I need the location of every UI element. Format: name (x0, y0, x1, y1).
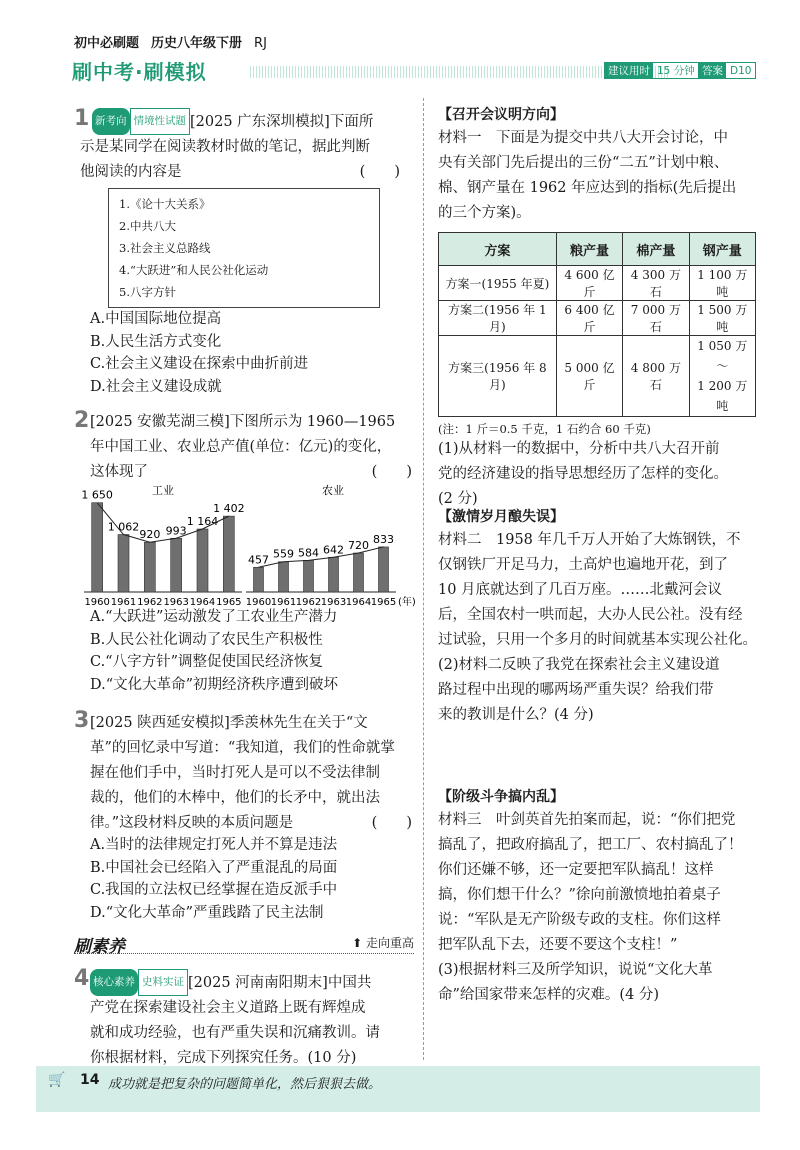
bar-value-label: 1 402 (213, 502, 245, 516)
section-title-1: 【召开会议明方向】 (438, 107, 564, 123)
option-c[interactable]: C.我国的立法权已经掌握在造反派手中 (90, 882, 338, 898)
bar-value-label: 993 (165, 524, 187, 538)
x-axis-unit: (年) (398, 597, 416, 608)
option-c[interactable]: C.“八字方针”调整促使国民经济恢复 (90, 654, 324, 670)
material-1: 材料一 下面是为提交中共八大开会讨论，中 央有关部门先后提出的三份“二五”计划中粮、 棉、钢产量在 1962 年应达到的指标(先后提出 的三个方案)。 (438, 130, 737, 221)
bar-value-label: 559 (273, 547, 294, 561)
question-2-stem: [2025 安徽芜湖三模]下图所示为 1960—1965 年中国工业、农业总产值(单位：亿元)的变化， 这体现了 ( ) (90, 414, 412, 480)
x-tick-label: 1962 (295, 597, 322, 608)
footer-band (36, 1066, 760, 1112)
bar (92, 503, 103, 592)
cart-icon: 🛒 (48, 1072, 66, 1088)
production-charts (80, 480, 416, 610)
bar (171, 538, 182, 592)
bar-value-label: 1 062 (107, 520, 140, 534)
table-row: 方案三(1956 年 8 月) 5 000 亿斤 4 800 万石 1 050 万～ 1 200 万吨 (439, 336, 756, 417)
bar-value-label: 457 (248, 553, 269, 567)
question-1-stem: 新考向 情境性试题 [2025 广东深圳模拟]下面所 示是某同学在阅读教材时做的笔记，据此判断 他阅读的内容是 ( ) (92, 108, 412, 185)
question-number-4: 4 (74, 966, 90, 991)
option-d[interactable]: D.“文化大革命”初期经济秩序遭到破坏 (90, 676, 339, 693)
x-tick-label: 1960 (245, 597, 272, 608)
bar (144, 542, 155, 592)
question-3-stem: [2025 陕西延安模拟]季羡林先生在关于“文 革”的回忆录中写道：“我知道，我们的性命就掌 握在他们手中，当时打死人是可以不受法律制 裁的，他们的木棒中，他们的长矛中，就出法 律。”这段材料反映的本质问题是 ( ) (90, 715, 412, 831)
bar (279, 562, 289, 592)
right-section-3 (438, 786, 760, 1008)
material-3: 材料三 叶剑英首先拍案而起，说：“你们把党 搞乱了，把政府搞乱了，把工厂、农村搞乱了！ 你们还嫌不够，还一定要把军队搞乱！这样 搞，你们想干什么？”徐向前激愤地拍着桌子 说：“军队是无产阶级专政的支柱。你们这样 把军队乱下去，还要不要这个支柱！” (438, 812, 743, 953)
situation-tag: 情境性试题 (130, 108, 191, 135)
header-series: 初中必刷题 历史八年级下册 RJ (74, 36, 267, 51)
option-b[interactable]: B.人民生活方式变化 (90, 333, 222, 350)
bar (118, 535, 129, 592)
x-tick-label: 1961 (110, 597, 137, 608)
x-tick-label: 1961 (270, 597, 297, 608)
suggested-time-box: 建议用时 15 分钟 (604, 62, 700, 79)
bar (223, 516, 234, 592)
bar (379, 547, 389, 592)
chart-title: 工业 (152, 484, 174, 497)
bar (329, 557, 339, 592)
question-number-3: 3 (74, 708, 90, 733)
question-2-options (90, 606, 338, 696)
option-d[interactable]: D.社会主义建设成就 (90, 378, 222, 395)
x-tick-label: 1963 (163, 597, 189, 608)
plan-table: 方案 粮产量 棉产量 钢产量 方案一(1955 年夏) 4 600 亿斤 4 300 万石 1 100 万吨 方案二(1956 年 1 月) 6 400 亿斤 7 000 万石 1 500 万吨 方案三(1956 年 8 月) 5 000 亿斤 4 800 万石 1 050 万～ 1 200 万吨 (438, 232, 756, 417)
bar-value-label: 833 (373, 532, 394, 546)
bar (304, 560, 314, 592)
x-tick-label: 1964 (189, 597, 216, 608)
question-number-2: 2 (74, 408, 90, 433)
bar-value-label: 1 650 (81, 488, 113, 502)
option-b[interactable]: B.中国社会已经陷入了严重混乱的局面 (90, 859, 338, 876)
bar (197, 529, 208, 592)
x-tick-label: 1964 (345, 597, 372, 608)
bar-value-label: 1 164 (186, 515, 219, 529)
bar (254, 567, 264, 592)
bar-value-label: 642 (323, 543, 344, 557)
option-a[interactable]: A.“大跃进”运动激发了工农业生产潜力 (90, 609, 338, 625)
bar-value-label: 720 (348, 539, 369, 553)
right-column (438, 104, 760, 512)
section-header (74, 932, 414, 957)
new-direction-tag: 新考向 (92, 108, 130, 135)
x-tick-label: 1965 (370, 597, 397, 608)
option-d[interactable]: D.“文化大革命”严重践踏了民主法制 (90, 904, 324, 921)
section-title-3: 【阶级斗争搞内乱】 (438, 789, 564, 805)
chart-title: 农业 (322, 484, 344, 497)
x-tick-label: 1965 (216, 597, 242, 608)
x-tick-label: 1963 (320, 597, 347, 608)
sub-question-3: (3)根据材料三及所学知识，说说“文化大革 命”给国家带来怎样的灾难。(4 分) (438, 962, 713, 1003)
bar-value-label: 920 (139, 528, 161, 542)
footer-motto: 成功就是把复杂的问题简单化，然后狠狠去做。 (108, 1077, 382, 1092)
answer-paren: ( ) (359, 164, 400, 180)
question-3-options (90, 834, 337, 924)
section-title-2: 【激情岁月酿失误】 (438, 509, 564, 525)
section-right-label: ⬆ 走向重高 (352, 936, 414, 950)
answer-page-box: 答案 D10 (698, 62, 756, 79)
section-title: 刷素养 (74, 937, 125, 957)
table-note: (注：1 斤＝0.5 千克，1 石约合 60 千克) (438, 422, 651, 436)
option-b[interactable]: B.人民公社化调动了农民生产积极性 (90, 631, 323, 648)
header-banner (72, 58, 758, 84)
right-section-2 (438, 506, 760, 728)
bar (354, 553, 364, 592)
bar-value-label: 584 (298, 546, 319, 560)
option-a[interactable]: A.当时的法律规定打死人并不算是违法 (90, 837, 338, 853)
x-tick-label: 1962 (137, 597, 163, 608)
option-c[interactable]: C.社会主义建设在探索中曲折前进 (90, 356, 309, 372)
page-number: 14 (80, 1072, 100, 1088)
question-1-options (90, 308, 308, 398)
material-2: 材料二 1958 年几千万人开始了大炼钢铁，不 仅钢铁厂开足马力，土高炉也遍地开花，到了 10 月底就达到了几百万座。……北戴河会议 后，全国农村一哄而起，大办人民公社。没有经 过试验，只用一个多月的时间就基本实现公社化。 (438, 532, 757, 648)
brand-title: 刷中考·刷模拟 (72, 60, 207, 84)
question-4-stem: 核心素养 史料实证 [2025 河南南阳期末]中国共 产党在探索建设社会主义道路上既有辉煌成 就和成功经验，也有严重失误和沉痛教训。请 你根据材料，完成下列探究任务。(10 分) (90, 969, 412, 1071)
table-row: 方案二(1956 年 1 月) 6 400 亿斤 7 000 万石 1 500 万吨 (439, 301, 756, 336)
table-row: 方案一(1955 年夏) 4 600 亿斤 4 300 万石 1 100 万吨 (439, 266, 756, 301)
sub-question-2: (2)材料二反映了我党在探索社会主义建设道 路过程中出现的哪两场严重失误？给我们带 来的教训是什么？(4 分) (438, 657, 720, 723)
sub-question-1: (1)从材料一的数据中，分析中共八大召开前 党的经济建设的指导思想经历了怎样的变化。 (2 分) (438, 441, 728, 507)
notes-box: 1.《论十大关系》 2.中共八大 3.社会主义总路线 4.“大跃进”和人民公社化运动 5.八字方针 (108, 188, 380, 308)
option-a[interactable]: A.中国国际地位提高 (90, 311, 222, 327)
column-divider (423, 98, 424, 1060)
question-number-1: 1 (74, 106, 90, 131)
x-tick-label: 1960 (84, 597, 110, 608)
